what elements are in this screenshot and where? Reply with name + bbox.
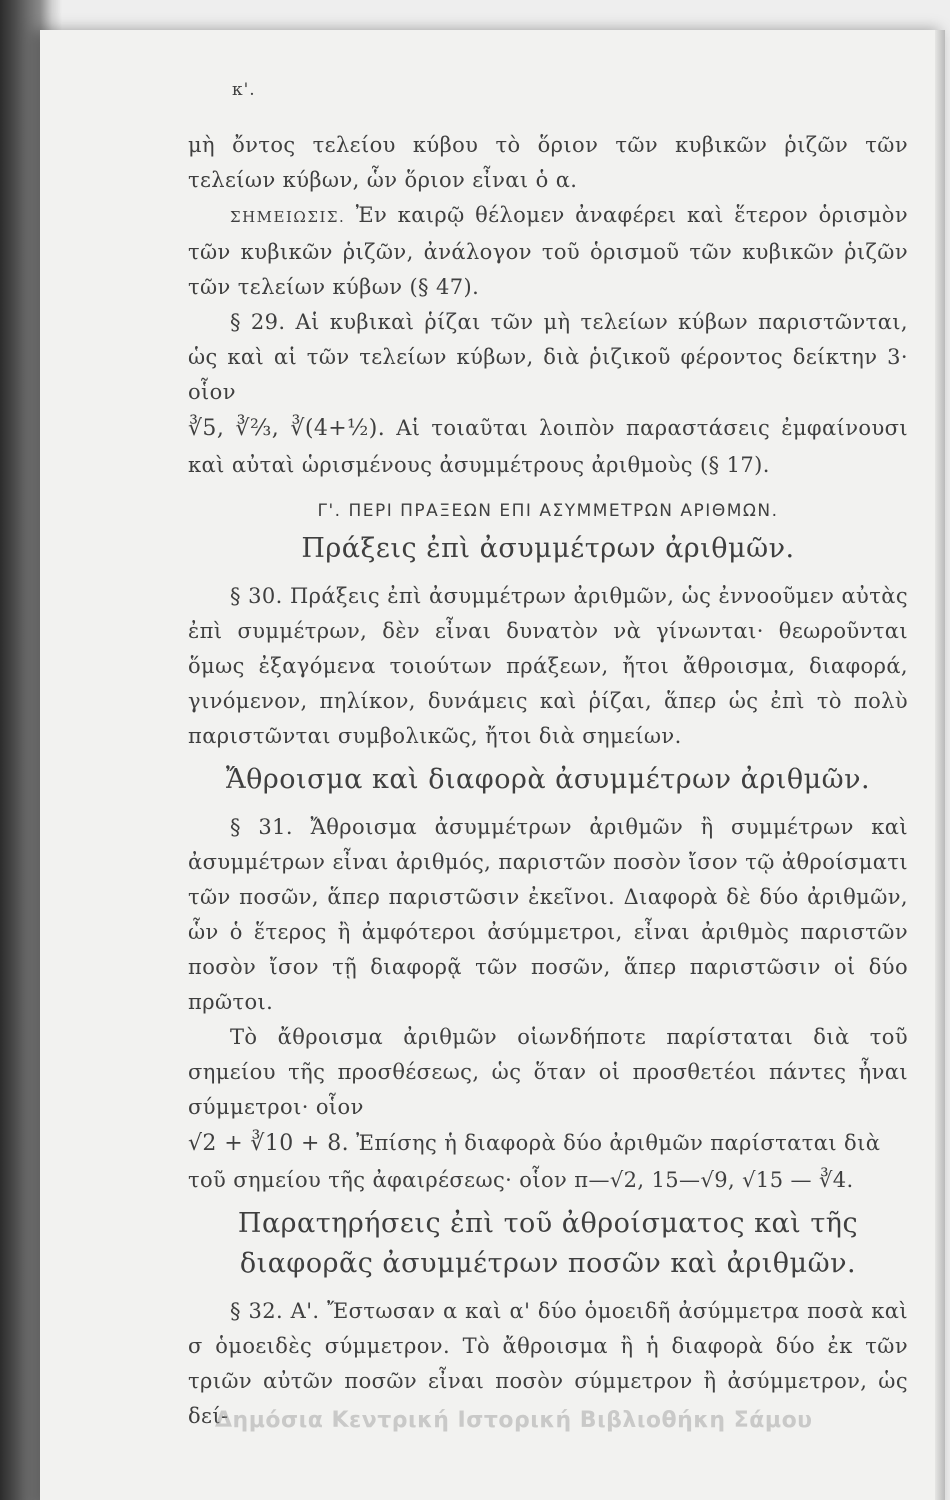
paragraph-31: § 31. Ἄθροισμα ἀσυμμέτρων ἀριθμῶν ἢ συμμέτρων καὶ ἀσυμμέτρων εἶναι ἀριθμός, παριστῶν ποσὸν ἴσον τῷ ἀθροίσματι τῶν ποσῶν, ἅπερ παριστῶσιν ἐκεῖνοι. Διαφορὰ δὲ δύο ἀριθμῶν, ὧν ὁ ἕτερος ἢ ἀμφότεροι ἀσύμμετροι, εἶναι ἀριθμὸς παριστῶν ποσὸν ἴσον τῇ διαφορᾷ τῶν ποσῶν, ἅπερ παριστῶσιν οἱ δύο πρῶτοι.	[188, 815, 908, 1014]
section-heading: Γ'. ΠΕΡΙ ΠΡΑΞΕΩΝ ΕΠΙ ΑΣΥΜΜΕΤΡΩΝ ΑΡΙΘΜΩΝ.	[317, 501, 779, 521]
note-text: Ἐν καιρῷ θέλομεν ἀναφέρει καὶ ἕτερον ὁρισμὸν τῶν κυβικῶν ῥιζῶν, ἀνάλογον τοῦ ὁρισμοῦ τῶν κυβικῶν ῥιζῶν τῶν τελείων κύβων (§ 47).	[188, 203, 908, 299]
paragraph-sum-example	[188, 1125, 908, 1163]
paragraph-32: § 32. Α'. Ἔστωσαν α καὶ α' δύο ὁμοειδῆ ἀσύμμετρα ποσὰ καὶ σ ὁμοειδὲς σύμμετρον. Τὸ ἄθροισμα ἢ ἡ διαφορὰ δύο ἐκ τῶν τριῶν αὐτῶν ποσῶν εἶναι ποσὸν σύμμετρον ἢ ἀσύμμετρον, ὡς δεί-	[188, 1299, 908, 1428]
paragraph-difference-intro: Ἐπίσης ἡ διαφορὰ δύο ἀριθμῶν παρίσταται διὰ	[349, 1131, 881, 1155]
note-label: ΣΗΜΕΙΩΣΙΣ.	[230, 208, 346, 226]
page-edge	[935, 30, 945, 1500]
paragraph-29-tail: Αἱ τοιαῦται λοιπὸν παραστάσεις ἐμφαίνουσι καὶ αὐταὶ ὡρισμένους ἀσυμμέτρους ἀριθμοὺς (§ 17).	[188, 416, 908, 477]
page-number: κ'.	[232, 80, 256, 100]
paragraph-sum-notation: Τὸ ἄθροισμα ἀριθμῶν οἱωνδήποτε παρίσταται διὰ τοῦ σημείου τῆς προσθέσεως, ὡς ὅταν οἱ προσθετέοι πάντες ἦναι σύμμετροι· οἷον	[188, 1025, 908, 1119]
paragraph-note	[188, 198, 908, 305]
subheading-observations: Παρατηρήσεις ἐπὶ τοῦ ἀθροίσματος καὶ τῆς διαφορᾶς ἀσυμμέτρων ποσῶν καὶ ἀριθμῶν.	[237, 1208, 859, 1279]
page-content	[188, 80, 908, 1434]
library-watermark: Δημόσια Κεντρική Ιστορική Βιβλιοθήκη Σάμου	[215, 1408, 813, 1433]
subheading-sum-difference: Ἄθροισμα καὶ διαφορὰ ἀσυμμέτρων ἀριθμῶν.	[225, 764, 871, 795]
paragraph-continuation: μὴ ὄντος τελείου κύβου τὸ ὅριον τῶν κυβικῶν ῥιζῶν τῶν τελείων κύβων, ὧν ὅριον εἶναι ὁ α.	[188, 133, 908, 192]
paragraph-30: § 30. Πράξεις ἐπὶ ἀσυμμέτρων ἀριθμῶν, ὡς ἐννοοῦμεν αὐτὰς ἐπὶ συμμέτρων, δὲν εἶναι δυνατὸν νὰ γίνωνται· θεωροῦνται ὅμως ἐξαγόμενα τοιούτων πράξεων, ἤτοι ἄθροισμα, διαφορά, γινόμενον, πηλίκον, δυνάμεις καὶ ῥίζαι, ἅπερ ὡς ἐπὶ τὸ πολὺ παριστῶνται συμβολικῶς, ἤτοι διὰ σημείων.	[188, 584, 908, 748]
paragraph-29: § 29. Αἱ κυβικαὶ ῥίζαι τῶν μὴ τελείων κύβων παριστῶνται, ὡς καὶ αἱ τῶν τελείων κύβων, διὰ ῥιζικοῦ φέροντος δείκτην 3· οἷον	[188, 310, 908, 404]
math-sum-example: √2 + ∛10 + 8.	[188, 1131, 350, 1156]
paragraph-difference-example: τοῦ σημείου τῆς ἀφαιρέσεως· οἷον π—√2, 15—√9, √15 — ∛4.	[188, 1168, 854, 1192]
paragraph-29-cont	[188, 410, 908, 483]
subheading-operations: Πράξεις ἐπὶ ἀσυμμέτρων ἀριθμῶν.	[301, 533, 795, 564]
math-cube-roots: ∛5, ∛⅔, ∛(4+½).	[188, 416, 386, 441]
